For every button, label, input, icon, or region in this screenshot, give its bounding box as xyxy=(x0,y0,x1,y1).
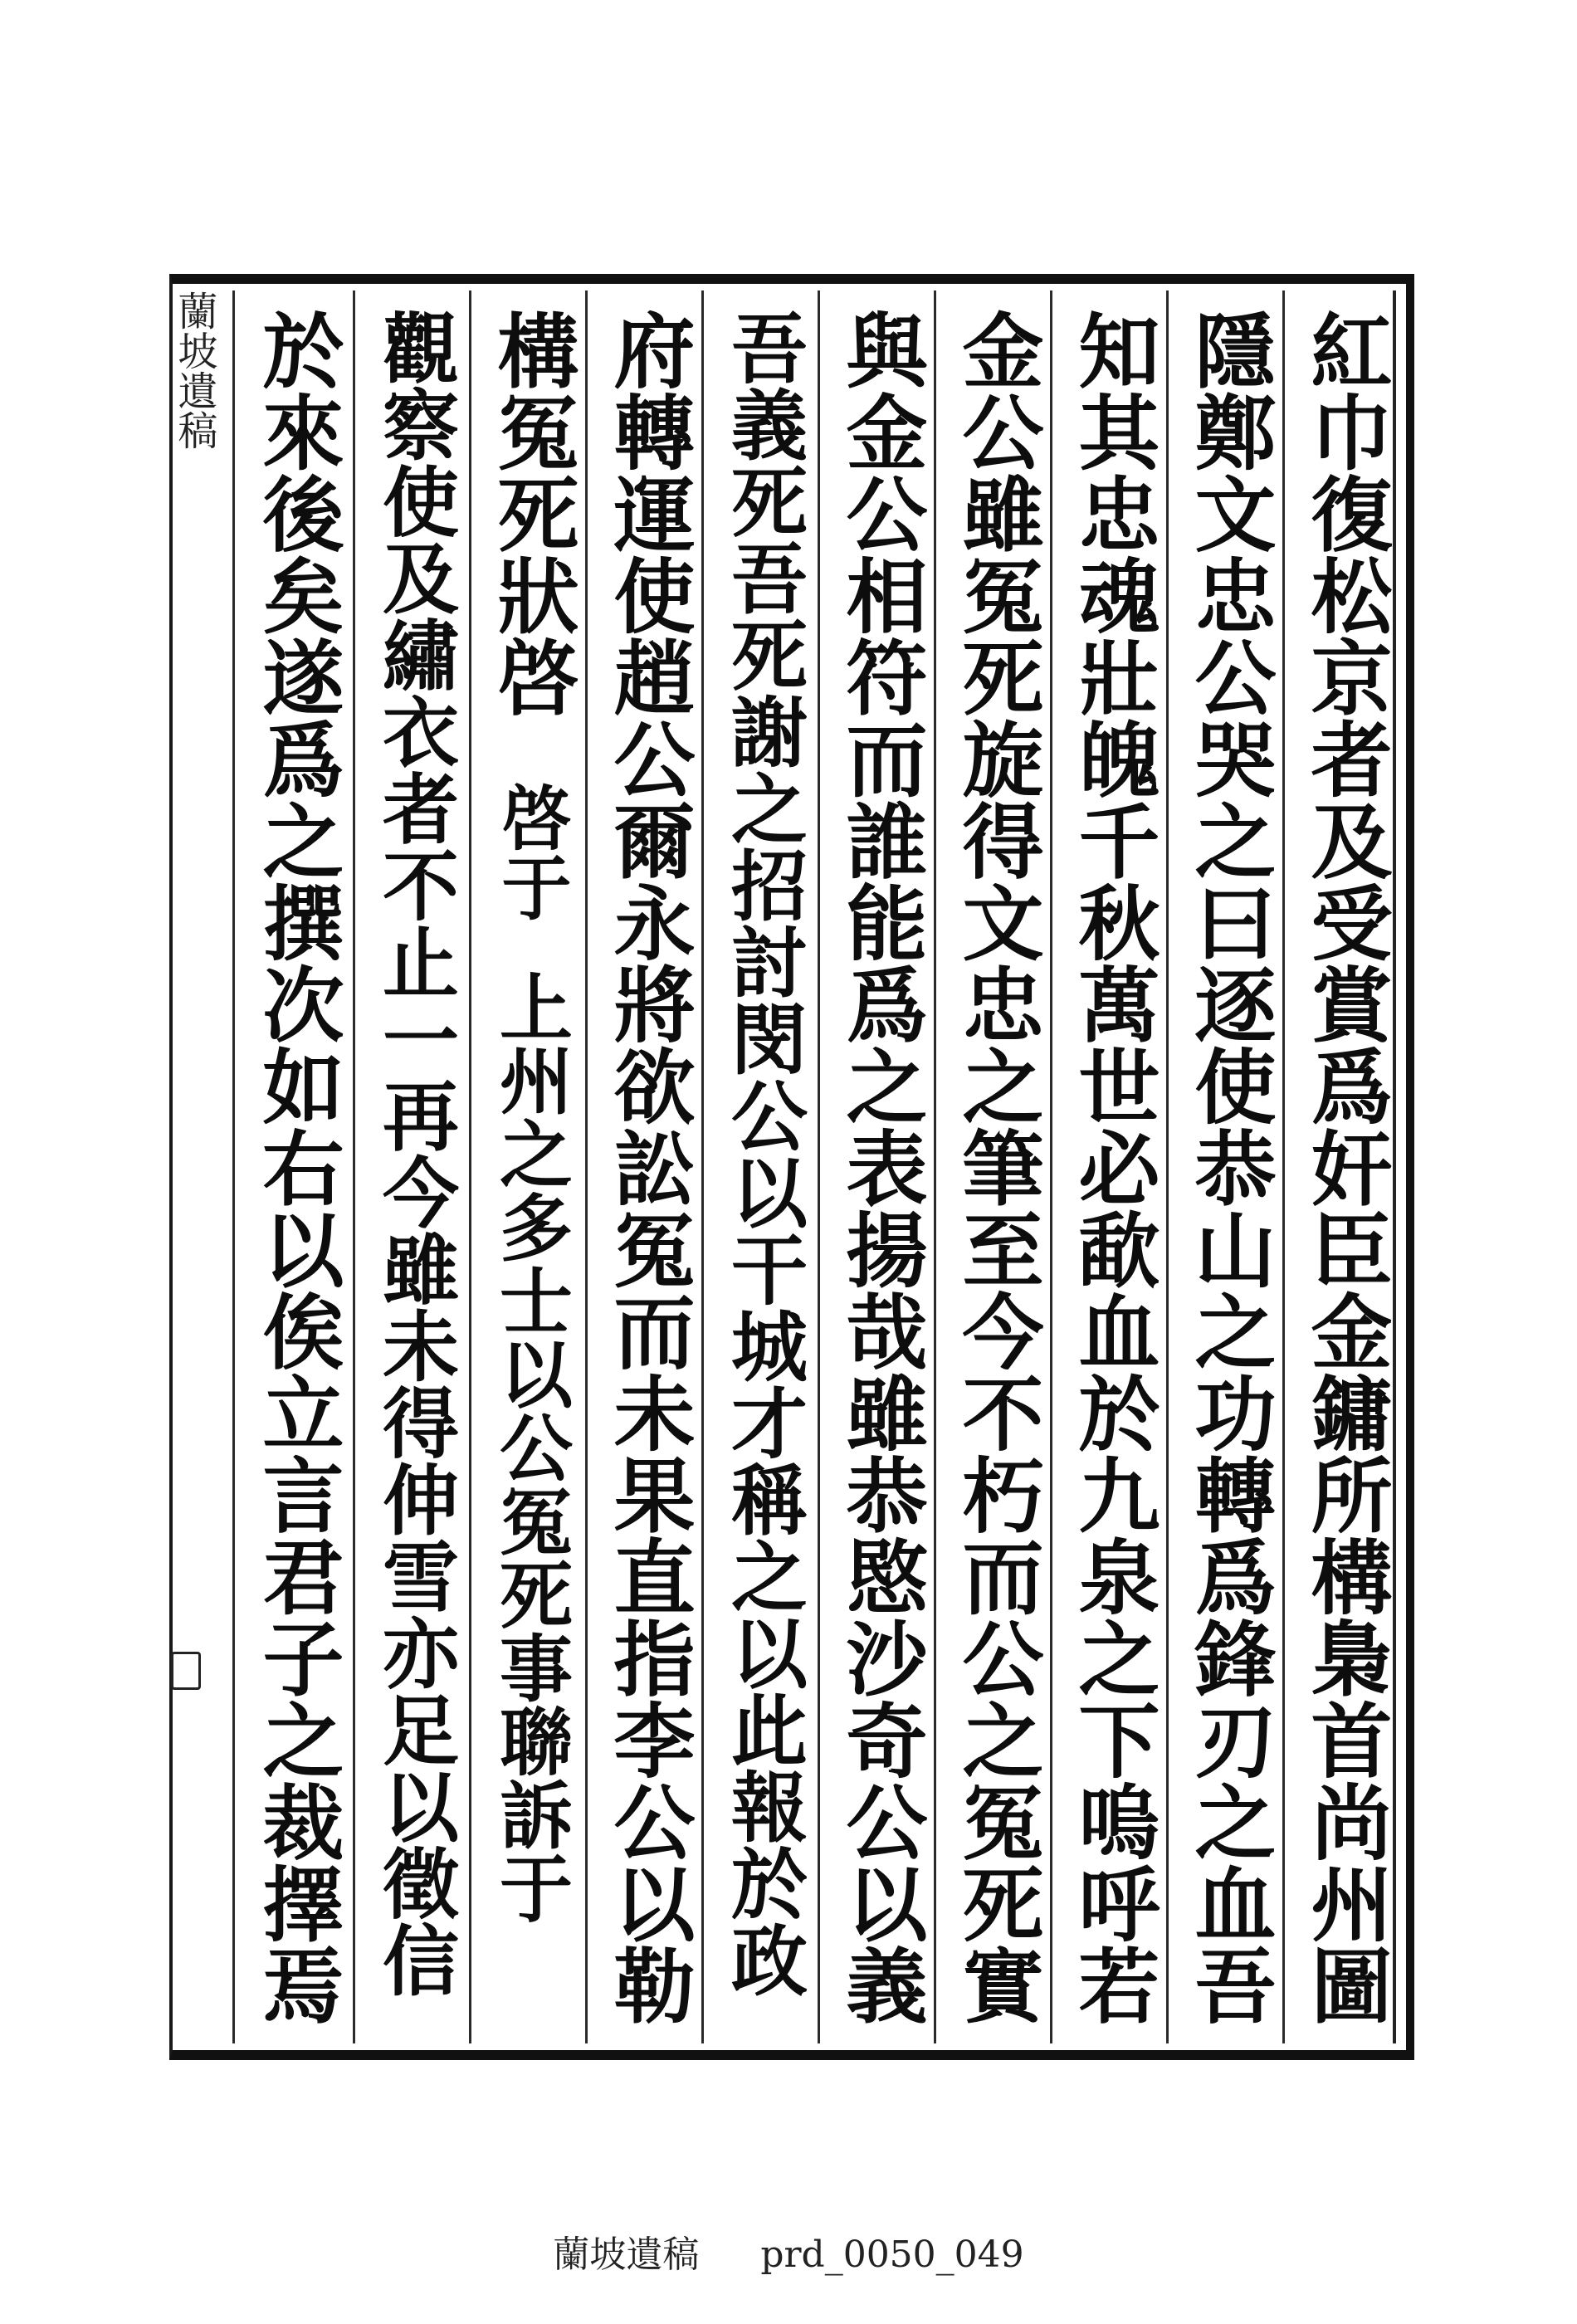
text-column-7: 府轉運使趙公爾永將欲訟冤而未果直指李公以勒 xyxy=(600,309,696,2026)
column-rule xyxy=(1050,290,1052,2043)
column-rule xyxy=(585,290,588,2043)
block-margin-mark xyxy=(171,1652,201,1690)
text-column-6: 吾義死吾死謝之招討閔公以干城才稱之以此報於政 xyxy=(719,309,808,1998)
column-rule xyxy=(469,290,471,2043)
text-column-8c: 上州之多士以公冤死事聯訴于 xyxy=(488,969,574,1925)
column-rule xyxy=(818,290,820,2043)
column-rule xyxy=(353,290,355,2043)
text-column-2: 隱鄭文忠公哭之曰逐使恭山之功轉爲鋒刃之血吾 xyxy=(1181,309,1277,2026)
column-rule xyxy=(1166,290,1169,2043)
text-column-8b: 啓于 xyxy=(491,782,573,922)
column-rule xyxy=(232,290,235,2043)
text-column-9: 觀察使及繡衣者不止一再今雖未得伸雪亦足以徵信 xyxy=(370,309,460,1998)
text-column-10: 於來後矣遂爲之撰次如右以俟立言君子之裁擇焉 xyxy=(249,309,344,2026)
block-margin-title: 蘭坡遺稿 xyxy=(171,290,217,450)
page-caption xyxy=(0,2224,1577,2278)
text-column-8a: 構冤死狀啓 xyxy=(484,309,579,718)
text-column-3: 知其忠魂壯魄千秋萬世必歃血於九泉之下嗚呼若 xyxy=(1065,309,1160,2026)
column-rule xyxy=(701,290,704,2043)
column-rule xyxy=(934,290,936,2043)
caption-title: 蘭坡遺稿 xyxy=(553,2234,700,2276)
text-column-5: 與金公相符而誰能爲之表揚哉雖恭愍沙奇公以義 xyxy=(832,309,928,2026)
text-column-4: 金公雖冤死旋得文忠之筆至今不朽而公之冤死實 xyxy=(949,309,1044,2026)
text-column-1: 紅巾復松京者及受賞爲奸臣金鏞所構梟首尚州圖 xyxy=(1297,309,1393,2026)
caption-id: prd_0050_049 xyxy=(760,2234,1024,2276)
column-rule xyxy=(1282,290,1285,2043)
